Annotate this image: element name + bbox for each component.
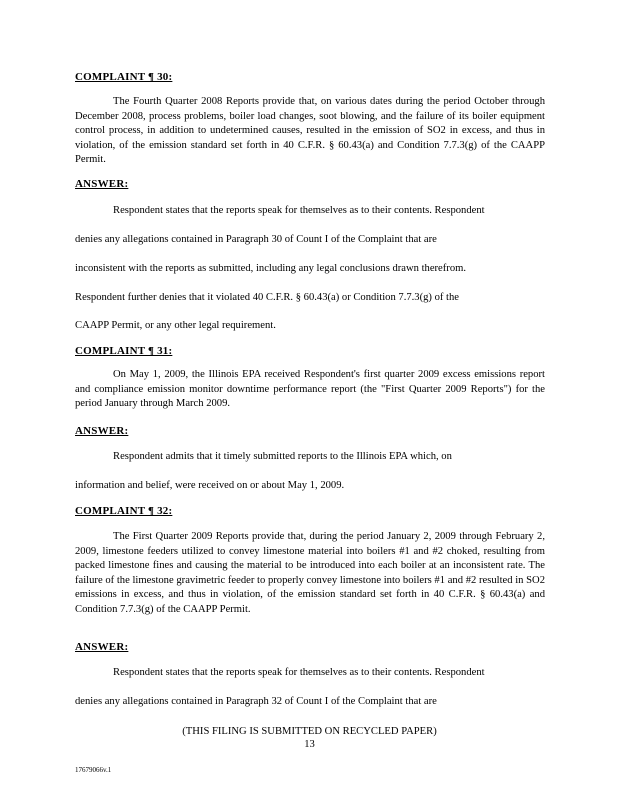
answer-30-line-4: Respondent further denies that it violated 40 C.F.R. § 60.43(a) or Condition 7.7.3(g) of the xyxy=(75,292,459,303)
answer-31-heading: ANSWER: xyxy=(75,425,129,437)
answer-31-line-1: Respondent admits that it timely submitted reports to the Illinois EPA which, on xyxy=(113,451,452,462)
complaint-32-paragraph: The First Quarter 2009 Reports provide that, during the period January 2, 2009 through February 2, 2009, limestone feeders utilized to convey limestone material into boilers #1 and #2 choked, resulting from packed limestone fines and causing the material to be introduced into each boiler at an inconsistent rate. The failure of the limestone gravimetric feeder to properly convey limestone into boilers #1 and #2 resulted in SO2 emissions in excess, and thus in violation, of the emission standard set forth in 40 C.F.R. § 60.43(a) and Condition 7.7.3(g) of the CAAPP Permit. xyxy=(75,531,545,615)
answer-32-line-1: Respondent states that the reports speak for themselves as to their contents. Respondent xyxy=(113,667,485,678)
complaint-32-text xyxy=(75,530,545,618)
answer-30-line-5: CAAPP Permit, or any other legal requirement. xyxy=(75,320,276,331)
answer-32-heading: ANSWER: xyxy=(75,641,129,653)
complaint-30-text xyxy=(75,95,545,168)
complaint-31-text xyxy=(75,368,545,412)
complaint-30-paragraph: The Fourth Quarter 2008 Reports provide that, on various dates during the period October through December 2008, process problems, boiler load changes, soot blowing, and the failure of its boiler equipment control process, in addition to undetermined causes, resulted in the emission of SO2 in excess, and thus in violation, of the emission standard set forth in 40 C.F.R. § 60.43(a) and Condition 7.7.3(g) of the CAAPP Permit. xyxy=(75,96,545,166)
page-number: 13 xyxy=(304,739,315,750)
answer-31-line-2: information and belief, were received on or about May 1, 2009. xyxy=(75,480,345,491)
complaint-30-heading: COMPLAINT ¶ 30: xyxy=(75,71,173,83)
recycled-paper-notice: (THIS FILING IS SUBMITTED ON RECYCLED PAPER) xyxy=(182,726,437,737)
complaint-31-paragraph: On May 1, 2009, the Illinois EPA received Respondent's first quarter 2009 excess emissions report and compliance emission monitor downtime performance report (the "First Quarter 2009 Reports") for the period January through March 2009. xyxy=(75,369,545,410)
complaint-31-heading: COMPLAINT ¶ 31: xyxy=(75,345,173,357)
answer-30-line-1: Respondent states that the reports speak for themselves as to their contents. Respondent xyxy=(113,205,485,216)
answer-30-line-3: inconsistent with the reports as submitted, including any legal conclusions drawn therefrom. xyxy=(75,263,467,274)
answer-32-line-2: denies any allegations contained in Paragraph 32 of Count I of the Complaint that are xyxy=(75,696,437,707)
answer-30-line-2: denies any allegations contained in Paragraph 30 of Count I of the Complaint that are xyxy=(75,234,437,245)
answer-30-heading: ANSWER: xyxy=(75,178,129,190)
complaint-32-heading: COMPLAINT ¶ 32: xyxy=(75,505,173,517)
document-id: 17679066v.1 xyxy=(75,766,112,774)
